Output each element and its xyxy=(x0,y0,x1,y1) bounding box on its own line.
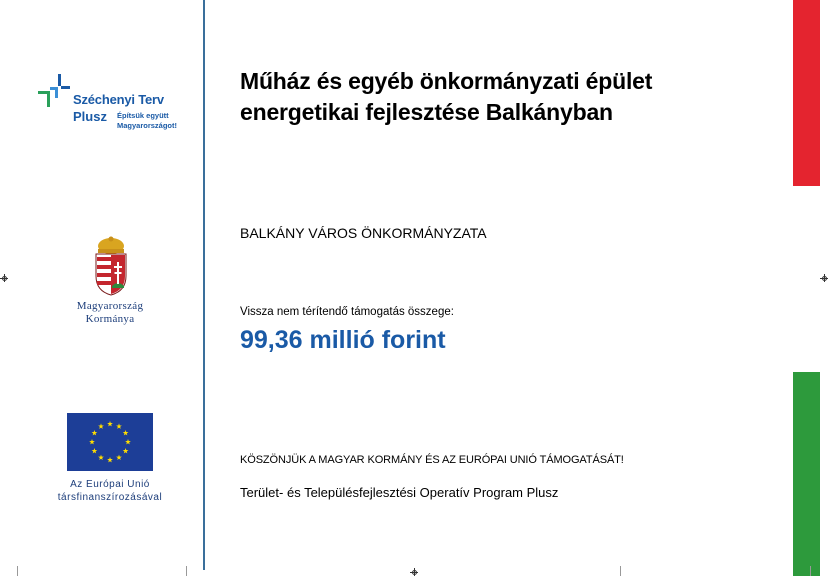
eu-star-icon xyxy=(116,455,122,460)
grant-label: Vissza nem térítendő támogatás összege: xyxy=(240,306,454,318)
eu-star-icon xyxy=(92,430,98,435)
eu-star-icon xyxy=(107,457,113,462)
szechenyi-cross-icon xyxy=(38,74,70,108)
eu-star-icon xyxy=(123,430,129,435)
grant-amount: 99,36 millió forint xyxy=(240,326,446,354)
eu-star-icon xyxy=(98,423,104,428)
registration-mark xyxy=(820,274,828,282)
szechenyi-tagline xyxy=(117,111,177,131)
flag-green-stripe xyxy=(793,372,820,576)
eu-star-icon xyxy=(123,448,129,453)
flag-red-stripe xyxy=(793,0,820,186)
crop-mark xyxy=(620,566,621,576)
eu-line1: Az Európai Unió xyxy=(70,479,150,490)
vertical-divider xyxy=(203,0,205,570)
kormany-caption xyxy=(40,300,180,326)
szechenyi-plusz: Plusz xyxy=(73,109,107,124)
eu-flag-icon xyxy=(67,413,153,471)
szechenyi-name: Széchenyi Terv xyxy=(73,92,164,107)
program-name: Terület- és Településfejlesztési Operatív Program Plusz xyxy=(240,485,559,500)
eu-star-icon xyxy=(125,439,131,444)
eu-star-icon xyxy=(107,421,113,426)
title-line1: Műház és egyéb önkormányzati épület xyxy=(240,68,653,94)
eu-star-icon xyxy=(98,455,104,460)
eu-line2: társfinanszírozásával xyxy=(57,492,163,503)
crop-mark xyxy=(186,566,187,576)
kormany-line2: Kormánya xyxy=(85,313,135,325)
crop-mark xyxy=(17,566,18,576)
title-line2: energetikai fejlesztése Balkányban xyxy=(240,99,613,125)
tagline-line1: Építsük együtt xyxy=(117,111,169,120)
kormany-line1: Magyarország xyxy=(76,300,144,312)
eu-caption xyxy=(40,478,180,504)
project-title xyxy=(240,66,780,128)
coat-of-arms-icon xyxy=(92,236,130,296)
eu-star-icon xyxy=(89,439,95,444)
szechenyi-terv-logo xyxy=(38,74,188,134)
beneficiary: BALKÁNY VÁROS ÖNKORMÁNYZATA xyxy=(240,225,487,241)
tagline-line2: Magyarországot! xyxy=(117,121,178,130)
registration-mark xyxy=(410,568,418,576)
thanks-text: KÖSZÖNJÜK A MAGYAR KORMÁNY ÉS AZ EURÓPAI UNIÓ TÁMOGATÁSÁT! xyxy=(240,454,624,466)
crop-mark xyxy=(810,566,811,576)
eu-star-icon xyxy=(92,448,98,453)
registration-mark xyxy=(0,274,8,282)
eu-star-icon xyxy=(116,423,122,428)
